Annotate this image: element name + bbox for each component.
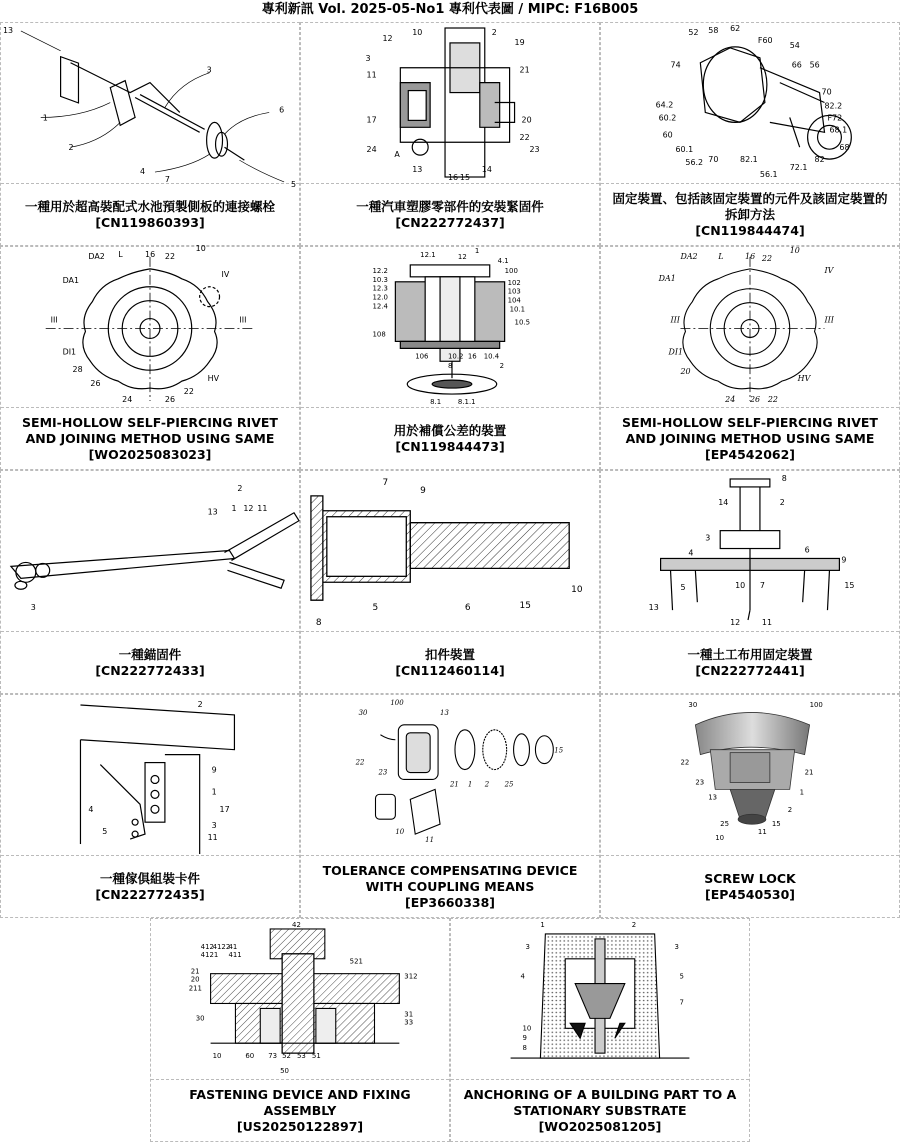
figure-label: HV xyxy=(797,374,811,384)
figure-label: DA2 xyxy=(88,251,105,261)
figure-label: 8.1 xyxy=(430,397,442,406)
figure-label: 16 xyxy=(467,352,477,361)
patent-title: FASTENING DEVICE AND FIXING ASSEMBLY xyxy=(189,1086,411,1118)
rivet-top-view xyxy=(1,244,299,408)
figure-label: 60 xyxy=(245,1052,255,1061)
figure-label: 22 xyxy=(519,133,530,143)
figure-label: 412 xyxy=(200,942,214,951)
figure-label: 211 xyxy=(188,984,202,993)
patent-card-cn222772433[interactable] xyxy=(0,470,300,694)
figure-label: 2 xyxy=(68,143,74,153)
patent-card-wo2025083023[interactable] xyxy=(0,246,300,470)
figure-label: 30 xyxy=(358,708,368,717)
grid-row-1 xyxy=(0,22,900,246)
figure-label: 5 xyxy=(291,179,297,189)
patent-title: ANCHORING OF A BUILDING PART TO A STATIONARY SUBSTRATE xyxy=(463,1086,737,1118)
figure-label: 25 xyxy=(720,820,730,829)
patent-title: 一種傢俱組裝卡件 xyxy=(99,870,200,886)
figure-label: III xyxy=(239,315,247,325)
figure-label: 21 xyxy=(804,768,814,777)
grid-row-4 xyxy=(0,694,900,918)
figure-label: 68.1 xyxy=(829,125,848,135)
figure-label: 108 xyxy=(372,330,386,339)
figure-label: 3 xyxy=(211,821,217,831)
figure-label: 21 xyxy=(450,780,459,789)
figure-label: 10.3 xyxy=(372,275,388,284)
patent-number[interactable]: [CN112460114] xyxy=(395,662,505,678)
figure-label: 4.1 xyxy=(497,256,509,265)
patent-number[interactable]: [CN119860393] xyxy=(95,214,205,230)
rivet-top-view-sketch xyxy=(601,247,899,408)
figure-label: 13 xyxy=(440,708,449,717)
figure-label: 13 xyxy=(412,165,423,175)
figure-label: A xyxy=(394,150,400,160)
patent-card-ep4542062[interactable] xyxy=(600,246,900,470)
exploded-coupling xyxy=(301,695,599,856)
patent-number[interactable]: [EP4540530] xyxy=(704,886,795,902)
patent-title: TOLERANCE COMPENSATING DEVICE WITH COUPLING MEANS xyxy=(322,862,578,894)
figure-label: 54 xyxy=(789,40,800,50)
figure-label: 9 xyxy=(211,765,217,775)
grid-row-3 xyxy=(0,470,900,694)
patent-card-ep4540530[interactable] xyxy=(600,694,900,918)
figure-label: 60.1 xyxy=(675,145,694,155)
figure-label: 21 xyxy=(190,967,200,976)
figure-label: 41 xyxy=(228,942,238,951)
figure-label: IV xyxy=(824,265,834,275)
figure-label: 62 xyxy=(730,23,741,33)
figure-label: 10 xyxy=(522,1024,532,1033)
figure-label: 4 xyxy=(520,972,525,981)
figure-label: 8 xyxy=(448,362,453,371)
figure-label: 3 xyxy=(525,942,530,951)
figure-label: 5 xyxy=(680,583,686,593)
figure-label: 10 xyxy=(195,244,206,254)
figure-label: 70 xyxy=(708,155,719,165)
figure-label: 52 xyxy=(688,27,699,37)
figure-label: 82 xyxy=(814,155,825,165)
figure-label: 10 xyxy=(571,585,583,596)
figure-label: 12 xyxy=(382,33,393,43)
figure-label: III xyxy=(670,315,680,325)
figure-label: 100 xyxy=(390,698,404,707)
patent-number[interactable]: [EP3660338] xyxy=(404,894,495,910)
grid-row-5 xyxy=(0,918,900,1142)
patent-number[interactable]: [CN222772433] xyxy=(95,662,205,678)
figure-label: 521 xyxy=(349,957,363,966)
plastic-fastener-section xyxy=(301,23,599,184)
patent-card-cn222772441[interactable] xyxy=(600,470,900,694)
figure-label: HV xyxy=(207,374,220,384)
patent-title: SEMI-HOLLOW SELF-PIERCING RIVET AND JOINING METHOD USING SAME xyxy=(622,414,878,446)
patent-card-wo2025081205[interactable] xyxy=(450,918,750,1142)
figure-label: 20 xyxy=(190,975,200,984)
figure-label: 31 xyxy=(404,1010,414,1019)
figure-label: 24 xyxy=(725,394,736,404)
figure-label: 8 xyxy=(315,618,322,629)
figure-label: 22 xyxy=(761,253,773,263)
figure-label: 74 xyxy=(670,60,681,70)
figure-label: 24 xyxy=(366,145,377,155)
patent-caption xyxy=(1,632,299,693)
figure-label: 24 xyxy=(122,394,133,404)
figure-label: 12.2 xyxy=(372,266,388,275)
figure-label: 19 xyxy=(514,37,525,47)
figure-label: 60.2 xyxy=(658,113,677,123)
figure-label: 2 xyxy=(484,780,490,789)
figure-label: 312 xyxy=(404,972,418,981)
figure-label: 7 xyxy=(679,998,684,1007)
patent-title: 一種土工布用固定裝置 xyxy=(687,646,813,662)
anchor-bar xyxy=(1,471,299,632)
figure-label: 17 xyxy=(219,805,230,815)
figure-label: 70 xyxy=(821,87,832,97)
fastening-assembly-section xyxy=(151,919,449,1080)
patent-number[interactable]: [CN222772435] xyxy=(95,886,205,902)
figure-label: 2 xyxy=(779,497,785,507)
figure-label: 10.5 xyxy=(514,318,531,327)
figure-label: 72.1 xyxy=(789,163,808,173)
figure-label: 106 xyxy=(415,352,429,361)
figure-label: 10 xyxy=(395,828,405,837)
figure-label: 12.4 xyxy=(372,302,388,311)
figure-label: 21 xyxy=(519,65,530,75)
tolerance-device-section xyxy=(301,247,599,408)
figure-label: 22 xyxy=(183,387,194,397)
patent-caption xyxy=(151,1080,449,1141)
figure-label: 7 xyxy=(382,477,389,488)
figure-label: III xyxy=(824,315,834,325)
figure-label: 30 xyxy=(688,700,698,709)
figure-label: 25 xyxy=(504,780,514,789)
patent-title: 用於補償公差的裝置 xyxy=(393,422,507,438)
figure-label: 13 xyxy=(708,793,718,802)
patent-title: SEMI-HOLLOW SELF-PIERCING RIVET AND JOINING METHOD USING SAME xyxy=(22,414,278,446)
figure-label: 11 xyxy=(207,833,218,843)
figure-label: 103 xyxy=(507,287,521,296)
patent-caption xyxy=(301,184,599,245)
figure-label: F60 xyxy=(757,35,773,45)
figure-label: 16 xyxy=(745,251,756,261)
figure-label: 20 xyxy=(680,367,691,377)
patent-caption xyxy=(1,856,299,917)
figure-label: 1 xyxy=(42,113,48,123)
figure-label: 1 xyxy=(540,920,545,929)
figure-label: 4 xyxy=(688,548,694,558)
figure-label: 9 xyxy=(420,485,426,496)
figure-label: DA2 xyxy=(680,251,698,261)
furniture-clip xyxy=(1,695,299,856)
figure-label: 13 xyxy=(648,603,659,613)
figure-label: 9 xyxy=(841,555,847,565)
figure-label: 26 xyxy=(164,394,176,404)
figure-label: 1 xyxy=(231,503,237,513)
figure-label: 5 xyxy=(679,972,684,981)
figure-label: 52 xyxy=(282,1052,291,1061)
figure-label: 4121 xyxy=(200,950,219,959)
figure-label: 10.4 xyxy=(483,352,500,361)
patent-number[interactable]: [CN222772441] xyxy=(695,662,805,678)
figure-label: 4 xyxy=(140,167,146,177)
figure-label: 12 xyxy=(243,503,254,513)
geotextile-fixture xyxy=(601,471,899,632)
patent-caption xyxy=(601,408,899,469)
figure-label: 10 xyxy=(789,245,800,255)
patent-caption xyxy=(601,184,899,245)
figure-label: 10 xyxy=(212,1052,222,1061)
figure-label: 22 xyxy=(355,758,365,767)
page-header: 專利新訊 Vol. 2025-05-No1 專利代表圖 / MIPC: F16B005 xyxy=(261,2,639,17)
figure-label: 15 xyxy=(554,746,564,755)
figure-label: 12.3 xyxy=(372,284,388,293)
figure-label: IV xyxy=(221,269,230,279)
figure-label: 73 xyxy=(268,1052,278,1061)
patent-caption xyxy=(301,408,599,469)
figure-label: 22 xyxy=(767,394,778,404)
figure-label: 15 xyxy=(771,820,781,829)
patent-number[interactable]: [CN119844474] xyxy=(695,222,805,238)
patent-card-cn119844473[interactable] xyxy=(300,246,600,470)
figure-label: 11 xyxy=(425,836,434,845)
figure-label: 14 xyxy=(481,165,492,175)
figure-label: 58 xyxy=(708,25,719,35)
figure-label: 10 xyxy=(735,581,746,591)
figure-label: 8 xyxy=(522,1044,527,1053)
figure-label: 20 xyxy=(521,115,532,125)
figure-label: 12 xyxy=(730,618,741,628)
patent-caption xyxy=(451,1080,749,1141)
figure-label: 30 xyxy=(195,1014,205,1023)
patent-grid xyxy=(0,22,900,1142)
figure-label: 10.1 xyxy=(509,305,526,314)
figure-label: 7 xyxy=(759,581,765,591)
figure-label: 3 xyxy=(705,533,711,543)
figure-label: 51 xyxy=(311,1052,321,1061)
figure-label: 3 xyxy=(30,603,36,613)
figure-label: III xyxy=(50,315,58,325)
figure-label: 26 xyxy=(90,379,101,389)
figure-label: 1 xyxy=(474,246,480,255)
figure-label: 1 xyxy=(799,788,805,797)
figure-label: 28 xyxy=(72,365,83,375)
figure-label: 53 xyxy=(297,1052,306,1061)
figure-label: 23 xyxy=(695,778,705,787)
figure-label: 11 xyxy=(257,503,268,513)
figure-label: 6 xyxy=(804,545,810,555)
figure-label: 10 xyxy=(715,834,725,843)
figure-label: 56 xyxy=(809,60,820,70)
figure-label: 100 xyxy=(809,700,823,709)
figure-label: 10 xyxy=(412,27,423,37)
figure-label: 12 xyxy=(457,252,467,261)
figure-label: L xyxy=(118,249,123,259)
figure-label: 14 xyxy=(718,497,729,507)
grid-row-2 xyxy=(0,246,900,470)
patent-caption xyxy=(301,632,599,693)
figure-label: DA1 xyxy=(62,275,80,285)
patent-caption xyxy=(301,856,599,917)
patent-number[interactable]: [CN222772437] xyxy=(395,214,505,230)
figure-label: 104 xyxy=(507,296,521,305)
patent-card-cn119844474[interactable] xyxy=(600,22,900,246)
patent-title: 固定裝置、包括該固定裝置的元件及該固定裝置的拆卸方法 xyxy=(612,190,888,222)
figure-label: 8.1.1 xyxy=(457,397,476,406)
figure-label: L xyxy=(718,251,724,261)
figure-label: 23 xyxy=(529,145,540,155)
figure-label: 6 xyxy=(279,105,285,115)
patent-card-cn222772435[interactable] xyxy=(0,694,300,918)
figure-label: DA1 xyxy=(658,273,676,283)
bolt-clamp-svg xyxy=(1,23,299,189)
figure-label: 7 xyxy=(164,174,170,184)
figure-label: 2 xyxy=(237,483,243,493)
figure-label: 11 xyxy=(366,70,377,80)
patent-caption xyxy=(1,408,299,469)
figure-label: 2 xyxy=(197,699,203,709)
patent-title: SCREW LOCK xyxy=(704,870,796,886)
figure-label: 4 xyxy=(88,805,94,815)
figure-label: 42 xyxy=(292,920,301,929)
figure-label: 26 xyxy=(750,394,761,404)
patent-number[interactable]: [CN119844473] xyxy=(395,438,505,454)
patent-card-cn112460114[interactable] xyxy=(300,470,600,694)
patent-number[interactable]: [WO2025083023] xyxy=(88,446,212,462)
figure-label: 3 xyxy=(365,53,371,63)
figure-label: 82.2 xyxy=(824,101,843,111)
figure-label: 102 xyxy=(507,278,521,287)
patent-caption xyxy=(601,632,899,693)
figure-label: 17 xyxy=(366,115,377,125)
figure-label: 64.2 xyxy=(655,100,674,110)
figure-label: 2 xyxy=(499,362,505,371)
figure-label: 3 xyxy=(674,942,679,951)
figure-label: 8 xyxy=(781,473,787,483)
figure-label: 60 xyxy=(662,130,673,140)
figure-label: 33 xyxy=(404,1018,414,1027)
figure-label: 100 xyxy=(504,266,518,275)
patent-card-ep3660338[interactable] xyxy=(300,694,600,918)
figure-label: 22 xyxy=(680,758,690,767)
figure-label: 13 xyxy=(207,507,218,517)
screw-lock-3d xyxy=(601,695,899,856)
fastener-pin-section xyxy=(301,471,599,632)
figure-label: 82.1 xyxy=(740,155,758,165)
figure-label: 12.0 xyxy=(372,293,388,302)
patent-card-cn119860393[interactable] xyxy=(0,22,300,246)
figure-label: 15 xyxy=(844,581,855,591)
figure-label: DI1 xyxy=(668,347,684,357)
patent-number[interactable]: [WO2025081205] xyxy=(538,1118,662,1134)
figure-label: 66 xyxy=(791,60,802,70)
figure-label: 56.2 xyxy=(685,158,704,168)
figure-label: 4122 xyxy=(212,942,231,951)
figure-label: 10.2 xyxy=(448,352,464,361)
anchoring-section xyxy=(451,919,749,1080)
figure-label: 11 xyxy=(761,618,773,628)
patent-caption xyxy=(1,184,299,245)
patent-title: 扣件裝置 xyxy=(424,646,475,662)
figure-label: 5 xyxy=(372,603,379,614)
figure-label: 2 xyxy=(491,27,497,37)
figure-label: 6 xyxy=(464,603,471,614)
figure-label: 68 xyxy=(839,143,850,153)
bolt-clamp-drawing xyxy=(1,23,299,189)
figure-label: 15 xyxy=(459,172,471,182)
figure-label: 3 xyxy=(206,65,212,75)
figure-label: 1 xyxy=(467,780,473,789)
figure-label: 16 xyxy=(448,172,459,182)
patent-number[interactable]: [EP4542062] xyxy=(704,446,795,462)
figure-label: 2 xyxy=(631,920,637,929)
figure-label: DI1 xyxy=(62,347,77,357)
figure-label: 50 xyxy=(280,1067,289,1076)
figure-label: 16 xyxy=(145,249,156,259)
label: 13 xyxy=(2,25,14,35)
patent-number[interactable]: [US20250122897] xyxy=(236,1118,364,1134)
figure-label: 56.1 xyxy=(759,170,778,180)
patent-title: 一種汽車塑膠零部件的安裝緊固件 xyxy=(356,198,544,214)
figure-label: 22 xyxy=(164,251,176,261)
figure-label: 5 xyxy=(102,827,108,837)
figure-label: 1 xyxy=(211,787,217,797)
figure-label: 11 xyxy=(757,828,767,837)
figure-label: F72 xyxy=(827,113,843,123)
patent-title: 一種用於超高裝配式水池預製側板的連接螺栓 xyxy=(24,198,275,214)
figure-label: 9 xyxy=(522,1034,527,1043)
patent-caption xyxy=(601,856,899,917)
figure-label: 12.1 xyxy=(420,250,436,259)
figure-label: 2 xyxy=(787,806,793,815)
figure-label: 23 xyxy=(378,768,388,777)
patent-card-cn222772437[interactable] xyxy=(300,22,600,246)
figure-label: 15 xyxy=(519,601,531,612)
patent-title: 一種錨固件 xyxy=(118,646,182,662)
patent-card-us20250122897[interactable] xyxy=(150,918,450,1142)
fixing-device-perspective xyxy=(601,23,899,184)
figure-label: 411 xyxy=(228,950,242,959)
